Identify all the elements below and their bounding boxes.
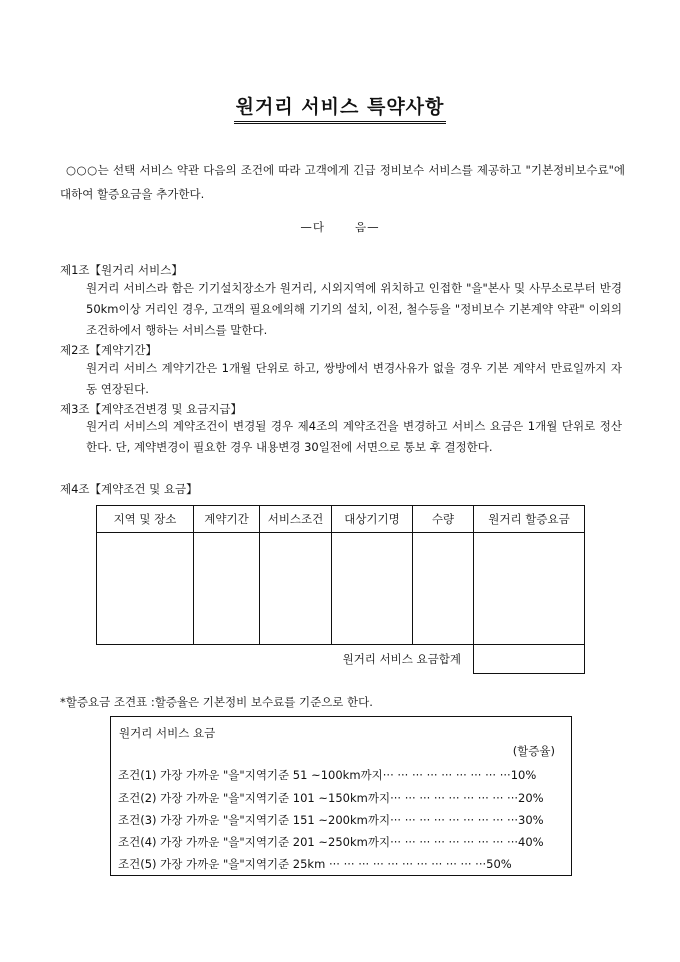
article-1-heading: 제1조【원거리 서비스】: [60, 263, 183, 277]
col-header-device-name: 대상기기명: [332, 506, 413, 533]
cell-device-name[interactable]: [332, 533, 413, 645]
total-label: 원거리 서비스 요금합계: [342, 652, 461, 667]
article-3-heading: 제3조【계약조건변경 및 요금지급】: [60, 402, 243, 416]
rate-row-3: 조건(3) 가장 가까운 "을"지역기준 151 ~200km까지··· ··· ··· ··· ··· ··· ··· ··· ···30%: [118, 813, 544, 827]
separator-daeum: —다 음—: [300, 220, 380, 234]
contract-table: [96, 505, 585, 674]
surcharge-note: *할증요금 조견표 :할증율은 기본정비 보수료를 기준으로 한다.: [60, 695, 373, 709]
rate-row-2: 조건(2) 가장 가까운 "을"지역기준 101 ~150km까지··· ··· ··· ··· ··· ··· ··· ··· ···20%: [118, 791, 544, 805]
document-title: 원거리 서비스 특약사항: [0, 92, 680, 119]
cell-surcharge[interactable]: [474, 533, 585, 645]
surcharge-rate-box: [110, 716, 572, 876]
article-4-heading: 제4조【계약조건 및 요금】: [60, 482, 198, 496]
article-3-body: 원거리 서비스의 계약조건이 변경될 경우 제4조의 계약조건을 변경하고 서비스 요금은 1개월 단위로 정산한다. 단, 계약변경이 필요한 경우 내용변경 30일전에 서면으로 통보 후 결정한다.: [86, 419, 622, 454]
rate-row-5: 조건(5) 가장 가까운 "을"지역기준 25km ··· ··· ··· ··· ··· ··· ··· ··· ··· ··· ···50%: [118, 857, 512, 871]
col-header-surcharge: 원거리 할증요금: [474, 506, 585, 533]
col-header-quantity: 수량: [413, 506, 474, 533]
cell-quantity[interactable]: [413, 533, 474, 645]
article-1-body: 원거리 서비스라 함은 기기설치장소가 원거리, 시외지역에 위치하고 인접한 "을"본사 및 사무소로부터 반경 50km이상 거리인 경우, 고객의 필요에의해 기기의 설치, 이전, 철수등을 "정비보수 기본계약 약관" 이외의 조건하에서 행하는 서비스를 말한다.: [86, 281, 622, 337]
intro-paragraph: ○○○는 선택 서비스 약관 다음의 조건에 따라 고객에게 긴급 정비보수 서비스를 제공하고 "기본정비보수료"에 대하여 할증요금을 추가한다.: [60, 163, 625, 201]
rate-box-title: 원거리 서비스 요금: [119, 726, 216, 740]
col-header-location: 지역 및 장소: [97, 506, 194, 533]
total-row: [97, 645, 585, 674]
rate-unit-label: (할증율): [512, 744, 555, 758]
col-header-service-condition: 서비스조건: [260, 506, 332, 533]
table-row: [97, 533, 585, 645]
cell-period[interactable]: [194, 533, 260, 645]
article-2-body: 원거리 서비스 계약기간은 1개월 단위로 하고, 쌍방에서 변경사유가 없을 경우 기본 계약서 만료일까지 자동 연장된다.: [86, 361, 622, 396]
cell-service-condition[interactable]: [260, 533, 332, 645]
total-amount-cell[interactable]: [474, 645, 585, 674]
rate-row-4: 조건(4) 가장 가까운 "을"지역기준 201 ~250km까지··· ··· ··· ··· ··· ··· ··· ··· ···40%: [118, 835, 544, 849]
article-2-heading: 제2조【계약기간】: [60, 343, 157, 357]
rate-row-1: 조건(1) 가장 가까운 "을"지역기준 51 ~100km까지··· ··· ··· ··· ··· ··· ··· ··· ···10%: [118, 768, 537, 782]
cell-location[interactable]: [97, 533, 194, 645]
col-header-period: 계약기간: [194, 506, 260, 533]
table-header-row: [97, 506, 585, 533]
